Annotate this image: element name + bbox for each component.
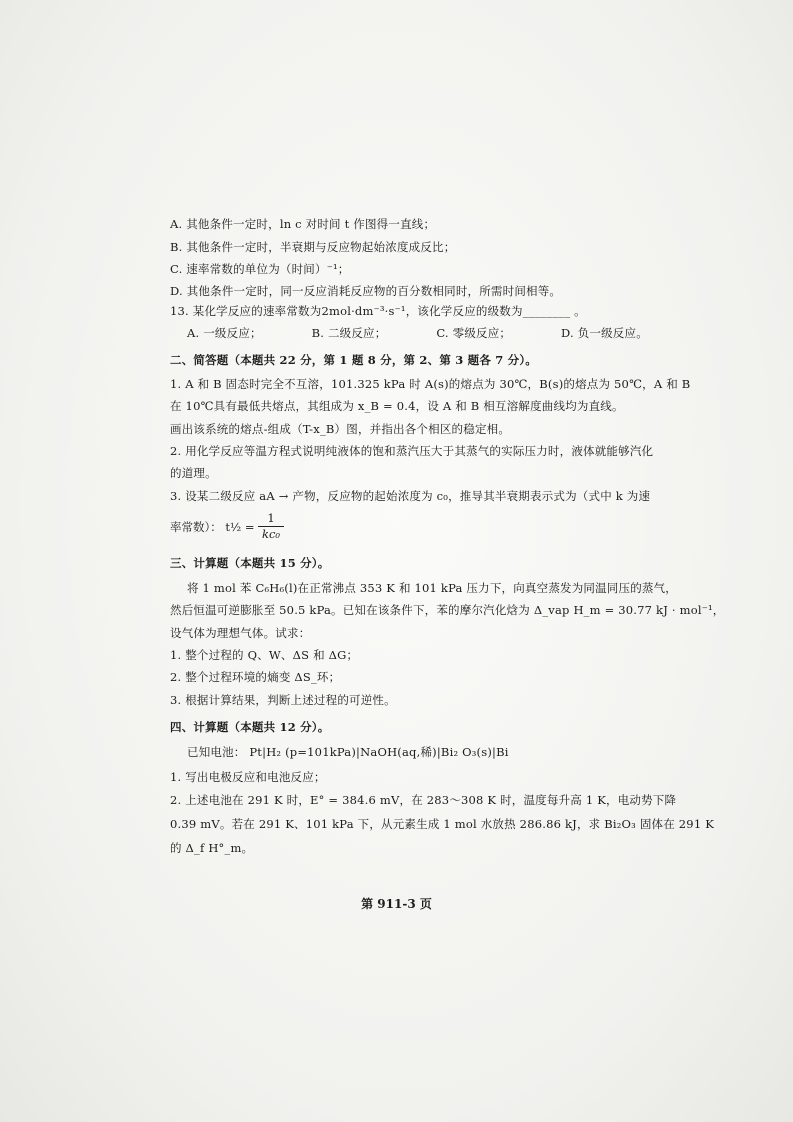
s2-q2-line1: 2. 用化学反应等温方程式说明纯液体的饱和蒸汽压大于其蒸气的实际压力时，液体就能够汽化 bbox=[170, 444, 654, 458]
q12-option-a: A. 其他条件一定时，ln c 对时间 t 作图得一直线； bbox=[170, 217, 436, 231]
q12-option-d: D. 其他条件一定时，同一反应消耗反应物的百分数相同时，所需时间相等。 bbox=[170, 284, 562, 298]
s4-item2-line3: 的 Δ_f H°_m。 bbox=[170, 841, 254, 855]
s2-q3-line1: 3. 设某二级反应 aA → 产物，反应物的起始浓度为 c₀，推导其半衰期表示式为（式中 k 为速 bbox=[170, 489, 651, 503]
section3-heading: 三、计算题（本题共 15 分）。 bbox=[170, 556, 330, 570]
page-number: 第 911-3 页 bbox=[361, 897, 432, 911]
fraction-denominator: kc₀ bbox=[261, 527, 281, 541]
q12-option-b: B. 其他条件一定时，半衰期与反应物起始浓度成反比； bbox=[170, 240, 456, 254]
s3-item2: 2. 整个过程环境的熵变 ΔS_环； bbox=[170, 670, 341, 684]
s3-item3: 3. 根据计算结果，判断上述过程的可逆性。 bbox=[170, 693, 396, 707]
s4-cell: 已知电池： Pt|H₂ (p=101kPa)|NaOH(aq,稀)|Bi₂ O₃(s)|Bi bbox=[187, 745, 509, 759]
s2-q1-line3: 画出该系统的熔点-组成（T-x_B）图，并指出各个相区的稳定相。 bbox=[170, 422, 511, 436]
fraction-numerator: 1 bbox=[267, 511, 275, 525]
s3-item1: 1. 整个过程的 Q、W、ΔS 和 ΔG； bbox=[170, 648, 359, 662]
q13-option-d: D. 负一级反应。 bbox=[560, 326, 648, 340]
section2-heading: 二、简答题（本题共 22 分，第 1 题 8 分，第 2、第 3 题各 7 分）。 bbox=[170, 353, 537, 367]
s2-q2-line2: 的道理。 bbox=[170, 466, 217, 480]
s2-q3-formula-prefix: 率常数）： t½ = bbox=[170, 520, 255, 534]
s3-para2: 然后恒温可逆膨胀至 50.5 kPa。已知在该条件下，苯的摩尔汽化焓为 Δ_vap H_m = 30.77 kJ · mol⁻¹， bbox=[170, 603, 725, 617]
q13-option-b: B. 二级反应； bbox=[311, 326, 387, 340]
q12-option-c: C. 速率常数的单位为（时间）⁻¹； bbox=[170, 262, 350, 276]
q13-options bbox=[187, 325, 657, 341]
s4-item2-line1: 2. 上述电池在 291 K 时，E° = 384.6 mV，在 283～308 K 时，温度每升高 1 K，电动势下降 bbox=[170, 793, 677, 807]
s3-para3: 设气体为理想气体。试求： bbox=[170, 626, 311, 640]
s2-q1-line2: 在 10℃具有最低共熔点，其组成为 x_B = 0.4，设 A 和 B 相互溶解度曲线均为直线。 bbox=[170, 399, 624, 413]
s4-item2-line2: 0.39 mV。若在 291 K、101 kPa 下，从元素生成 1 mol 水放热 286.86 kJ，求 Bi₂O₃ 固体在 291 K bbox=[170, 817, 714, 831]
section4-heading: 四、计算题（本题共 12 分）。 bbox=[170, 720, 330, 734]
q13-option-c: C. 零级反应； bbox=[436, 326, 512, 340]
s3-para1: 将 1 mol 苯 C₆H₆(l)在正常沸点 353 K 和 101 kPa 压力下，向真空蒸发为同温同压的蒸气， bbox=[187, 581, 678, 595]
q13-option-a: A. 一级反应； bbox=[187, 326, 262, 340]
s4-item1: 1. 写出电极反应和电池反应； bbox=[170, 770, 326, 784]
s2-q1-line1: 1. A 和 B 固态时完全不互溶，101.325 kPa 时 A(s)的熔点为 30℃，B(s)的熔点为 50℃，A 和 B bbox=[170, 377, 691, 391]
q13-stem: 13. 某化学反应的速率常数为2mol·dm⁻³·s⁻¹，该化学反应的级数为________ 。 bbox=[170, 304, 586, 318]
